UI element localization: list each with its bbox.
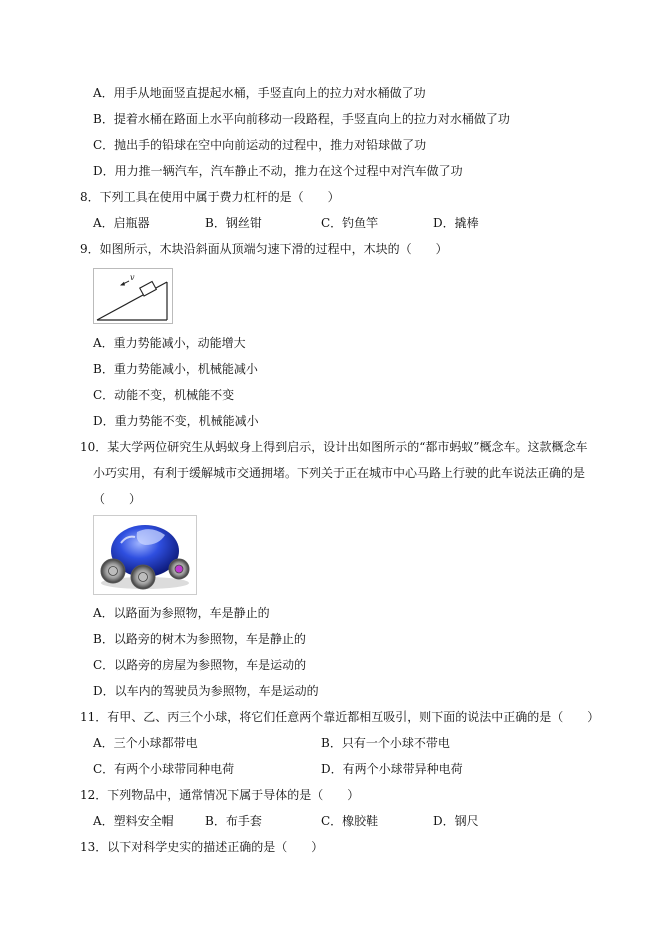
q8-option-c: C．钓鱼竿 — [321, 216, 379, 230]
velocity-label: v — [130, 273, 135, 282]
q10-option-b: B．以路旁的树木为参照物，车是静止的 — [93, 632, 306, 646]
q13-stem: 13．以下对科学史实的描述正确的是（ ） — [80, 840, 324, 854]
q12-stem: 12．下列物品中，通常情况下属于导体的是（ ） — [80, 788, 360, 802]
incline-block-figure — [93, 268, 173, 324]
q8-option-a: A．启瓶器 — [93, 216, 150, 230]
q11-option-a: A．三个小球都带电 — [93, 736, 198, 750]
front-left-hub — [109, 567, 118, 576]
q11-option-c: C．有两个小球带同种电荷 — [93, 762, 235, 776]
concept-car-image — [93, 515, 197, 595]
q8-stem: 8．下列工具在使用中属于费力杠杆的是（ ） — [80, 190, 340, 204]
q9-option-b: B．重力势能减小，机械能减小 — [93, 362, 258, 376]
q8-option-b: B．钢丝钳 — [205, 216, 262, 230]
q10-stem-line2: 小巧实用，有利于缓解城市交通拥堵。下列关于正在城市中心马路上行驶的此车说法正确的是 — [93, 466, 586, 480]
q12-option-c: C．橡胶鞋 — [321, 814, 379, 828]
q12-option-a: A．塑料安全帽 — [93, 814, 174, 828]
q7-option-a: A．用手从地面竖直提起水桶，手竖直向上的拉力对水桶做了功 — [93, 86, 426, 100]
rear-right-hub — [175, 565, 183, 573]
q12-option-b: B．布手套 — [205, 814, 262, 828]
q8-option-d: D．撬棒 — [433, 216, 479, 230]
q7-option-d: D．用力推一辆汽车，汽车静止不动，推力在这个过程中对汽车做了功 — [93, 164, 463, 178]
q10-stem-line1: 10．某大学两位研究生从蚂蚁身上得到启示，设计出如图所示的“都市蚂蚁”概念车。这款概念车 — [80, 440, 588, 454]
q9-stem: 9．如图所示，木块沿斜面从顶端匀速下滑的过程中，木块的（ ） — [80, 242, 448, 256]
q10-option-d: D．以车内的驾驶员为参照物，车是运动的 — [93, 684, 319, 698]
q7-option-c: C．抛出手的铅球在空中向前运动的过程中，推力对铅球做了功 — [93, 138, 427, 152]
q9-option-d: D．重力势能不变，机械能减小 — [93, 414, 259, 428]
q11-stem: 11．有甲、乙、丙三个小球，将它们任意两个靠近都相互吸引，则下面的说法中正确的是（ ） — [80, 710, 600, 724]
q7-option-b: B．提着水桶在路面上水平向前移动一段路程，手竖直向上的拉力对水桶做了功 — [93, 112, 510, 126]
q10-stem-line3: （ ） — [93, 492, 142, 506]
q10-option-c: C．以路旁的房屋为参照物，车是运动的 — [93, 658, 307, 672]
q9-option-a: A．重力势能减小，动能增大 — [93, 336, 246, 350]
q10-option-a: A．以路面为参照物，车是静止的 — [93, 606, 270, 620]
q12-option-d: D．钢尺 — [433, 814, 479, 828]
q11-option-b: B．只有一个小球不带电 — [321, 736, 450, 750]
q9-option-c: C．动能不变，机械能不变 — [93, 388, 235, 402]
q11-option-d: D．有两个小球带异种电荷 — [321, 762, 463, 776]
rear-left-hub — [139, 573, 148, 582]
